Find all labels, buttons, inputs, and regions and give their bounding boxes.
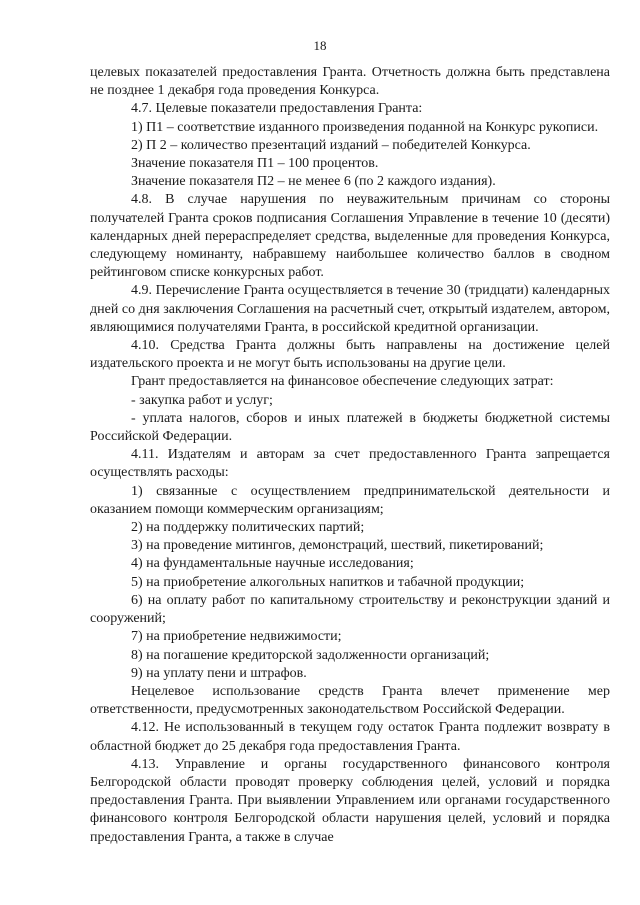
list-item: 1) П1 – соответствие изданного произведения поданной на Конкурс рукописи.: [131, 119, 599, 135]
list-item: - уплата налогов, сборов и иных платежей в бюджеты бюджетной системы Российской Федерации.: [90, 410, 610, 445]
paragraph: 4.10. Средства Гранта должны быть направлены на достижение целей издательского проекта и не могут быть использованы на другие цели.: [90, 338, 610, 372]
page-number: 18: [313, 38, 327, 53]
paragraph: 4.13. Управление и органы государственного финансового контроля Белгородской области проводят проверку соблюдения целей, условий и порядка предоставления Гранта. При выявлении Управлением или органами государственного финансового контроля Белгородской области нарушения целей, условий и порядка предоставления Гранта, а также в случае: [90, 756, 610, 845]
list-item: 7) на приобретение недвижимости;: [131, 629, 342, 645]
paragraph: 4.7. Целевые показатели предоставления Гранта:: [131, 101, 423, 117]
list-item: 2) П 2 – количество презентаций изданий – победителей Конкурса.: [131, 137, 531, 153]
document-body: [90, 64, 610, 847]
paragraph: Грант предоставляется на финансовое обеспечение следующих затрат:: [131, 374, 554, 390]
paragraph: Нецелевое использование средств Гранта влечет применение мер ответственности, предусмотренных законодательством Российской Федерации.: [90, 683, 610, 718]
paragraph: 4.9. Перечисление Гранта осуществляется в течение 30 (тридцати) календарных дней со дня заключения Соглашения на расчетный счет, открытый издателем, автором, являющимися получателями Гранта, в российской кредитной организации.: [90, 283, 610, 335]
paragraph: 4.12. Не использованный в текущем году остаток Гранта подлежит возврату в областной бюджет до 25 декабря года предоставления Гранта.: [90, 720, 610, 754]
list-item: - закупка работ и услуг;: [131, 392, 273, 408]
list-item: 1) связанные с осуществлением предпринимательской деятельности и оказанием помощи коммерческим организациям;: [90, 483, 610, 517]
list-item: 3) на проведение митингов, демонстраций, шествий, пикетирований;: [131, 538, 544, 554]
list-item: 6) на оплату работ по капитальному строительству и реконструкции зданий и сооружений;: [90, 592, 610, 627]
paragraph: Значение показателя П2 – не менее 6 (по 2 каждого издания).: [131, 174, 496, 190]
paragraph: Значение показателя П1 – 100 процентов.: [131, 156, 379, 172]
list-item: 8) на погашение кредиторской задолженности организаций;: [131, 647, 490, 663]
list-item: 2) на поддержку политических партий;: [131, 520, 365, 536]
paragraph: 4.11. Издателям и авторам за счет предоставленного Гранта запрещается осуществлять расходы:: [90, 447, 610, 481]
list-item: 9) на уплату пени и штрафов.: [131, 665, 307, 681]
paragraph: 4.8. В случае нарушения по неуважительным причинам со стороны получателей Гранта сроков подписания Соглашения Управление в течение 10 (десяти) календарных дней перераспределяет средства, выделенные для проведения Конкурса, следующему номинанту, набравшему наибольшее количество баллов в сводном рейтинговом списке конкурсных работ.: [90, 192, 610, 281]
list-item: 4) на фундаментальные научные исследования;: [131, 556, 414, 572]
paragraph: целевых показателей предоставления Гранта. Отчетность должна быть представлена не позднее 1 декабря года проведения Конкурса.: [90, 65, 610, 99]
list-item: 5) на приобретение алкогольных напитков и табачной продукции;: [131, 574, 525, 590]
